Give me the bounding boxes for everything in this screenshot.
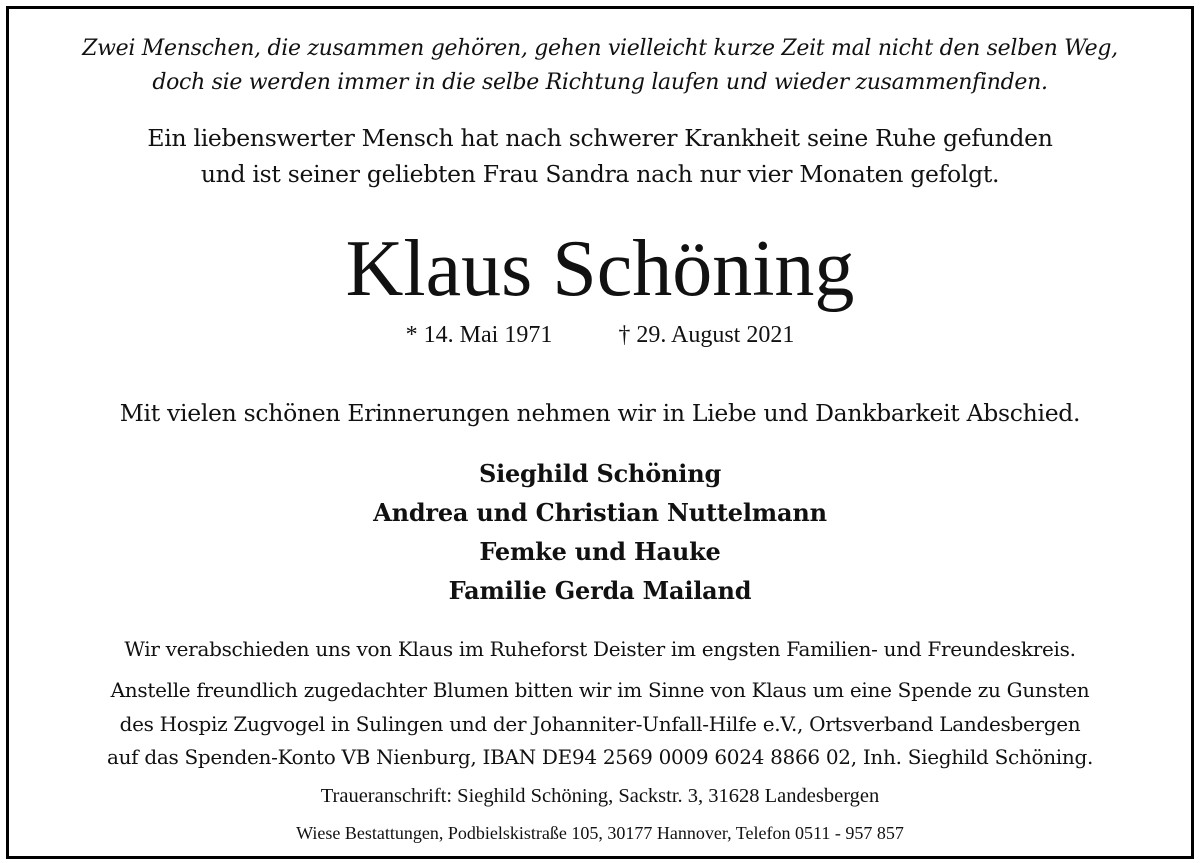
donation-line-2: des Hospiz Zugvogel in Sulingen und der Johanniter-Unfall-Hilfe e.V., Ortsverband Landesbergen xyxy=(119,712,1081,736)
mourner-4: Familie Gerda Mailand xyxy=(448,576,752,605)
notice-border xyxy=(6,6,1194,859)
obituary-notice xyxy=(9,9,1191,856)
deceased-name: Klaus Schöning xyxy=(345,225,855,313)
life-dates xyxy=(9,322,1191,349)
mourner-2: Andrea und Christian Nuttelmann xyxy=(373,498,827,527)
mourner-1: Sieghild Schöning xyxy=(478,459,722,488)
quote-line-2: doch sie werden immer in die selbe Richtung laufen und wieder zusammenfinden. xyxy=(152,70,1048,95)
birth-date: * 14. Mai 1971 xyxy=(405,322,553,348)
intro-line-2: und ist seiner geliebten Frau Sandra nach nur vier Monaten gefolgt. xyxy=(200,160,1000,188)
death-date: † 29. August 2021 xyxy=(618,322,795,348)
farewell-line: Mit vielen schönen Erinnerungen nehmen wir in Liebe und Dankbarkeit Abschied. xyxy=(119,399,1081,427)
donation-line-1: Anstelle freundlich zugedachter Blumen bitten wir im Sinne von Klaus um eine Spende zu Gunsten xyxy=(110,678,1090,702)
intro-line-1: Ein liebenswerter Mensch hat nach schwerer Krankheit seine Ruhe gefunden xyxy=(147,124,1053,152)
donation-line-3: auf das Spenden-Konto VB Nienburg, IBAN DE94 2569 0009 6024 8866 02, Inh. Sieghild Schöning. xyxy=(106,745,1094,769)
mourner-3: Femke und Hauke xyxy=(479,537,721,566)
quote-line-1: Zwei Menschen, die zusammen gehören, gehen vielleicht kurze Zeit mal nicht den selben Weg, xyxy=(82,36,1118,61)
mourning-address: Traueranschrift: Sieghild Schöning, Sackstr. 3, 31628 Landesbergen xyxy=(320,785,880,807)
undertaker-info: Wiese Bestattungen, Podbielskistraße 105, 30177 Hannover, Telefon 0511 - 957 857 xyxy=(296,823,904,843)
ceremony-note: Wir verabschieden uns von Klaus im Ruheforst Deister im engsten Familien- und Freundeskreis. xyxy=(124,637,1076,661)
